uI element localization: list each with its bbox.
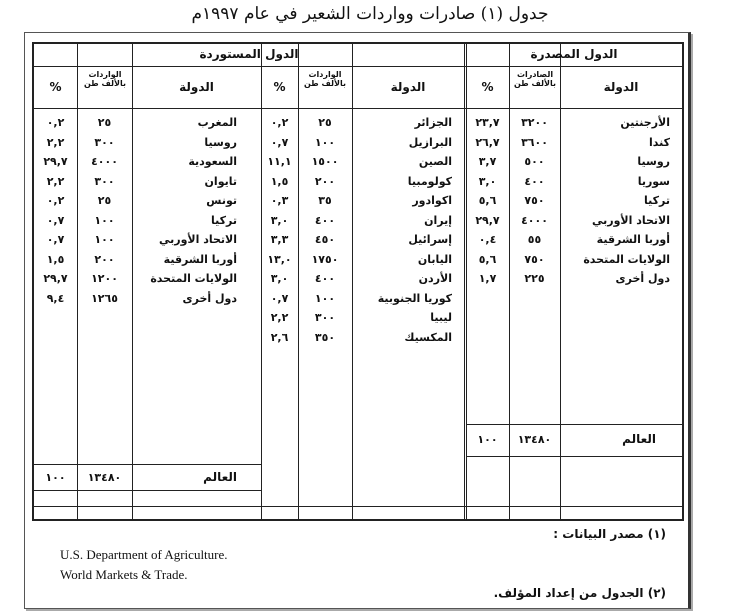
country-cell: البرازيل	[408, 135, 452, 149]
value-cell: ٢٠٠	[314, 174, 336, 188]
row-divider	[34, 108, 682, 109]
importers-world-label: العالم	[203, 470, 237, 484]
value-cell: ٤٠٠٠	[521, 213, 548, 227]
country-cell: كوريا الجنوبية	[377, 291, 452, 305]
exporters-heading: الدول المصدرة	[530, 47, 618, 61]
country-cell: إيران	[424, 213, 452, 227]
country-cell: الولايات المتحدة	[150, 272, 237, 285]
exports-header: الصادرات بالألف طن	[513, 70, 556, 88]
country-cell: تركيا	[644, 194, 670, 207]
row-divider	[34, 66, 682, 67]
value-cell: ٢٢٥	[524, 272, 545, 285]
value-cell: ٣٠٠	[94, 135, 115, 149]
country-cell: روسيا	[637, 155, 670, 168]
exporters-world-label: العالم	[622, 432, 656, 446]
value-cell: ٢٥	[97, 116, 112, 129]
value-cell: ٤٥٠	[314, 233, 336, 246]
pct-cell: ٣,٠	[270, 213, 289, 227]
country-cell: المكسيك	[404, 330, 452, 344]
pct-cell: ٣,٠	[270, 272, 289, 285]
table-caption: جدول (١) صادرات وواردات الشعير في عام ١٩٩٧م	[191, 4, 549, 24]
country-cell: الأردن	[418, 272, 452, 285]
country-cell: روسيا	[204, 135, 237, 149]
value-cell: ١٠٠	[314, 291, 336, 305]
importers-world-value: ١٣٤٨٠	[87, 471, 122, 484]
value-cell: ٤٠٠	[524, 174, 545, 188]
country-header: الدولة	[603, 80, 639, 94]
value-cell: ١٢٦٥	[91, 291, 118, 305]
value-cell: ٥٥	[527, 233, 542, 246]
row-divider	[34, 490, 262, 491]
pct-header: %	[481, 80, 494, 94]
pct-cell: ٠,٧	[46, 213, 65, 227]
row-divider	[466, 424, 682, 425]
pct-cell: ١,٧	[478, 272, 497, 285]
country-header: الدولة	[390, 80, 426, 94]
row-divider	[466, 456, 682, 457]
country-cell: أوربا الشرقية	[163, 252, 237, 266]
value-cell: ٢٠٠	[94, 252, 115, 266]
pct-cell: ٣,٣	[270, 233, 289, 246]
value-cell: ١٠٠	[314, 135, 336, 149]
pct-cell: ٠,٤	[478, 233, 497, 246]
value-cell: ٢٥	[318, 116, 332, 129]
value-cell: ٥٠٠	[524, 155, 545, 168]
pct-cell: ٠,٧	[46, 233, 65, 246]
pct-cell: ٥,٦	[478, 194, 497, 207]
pct-cell: ١,٥	[46, 252, 65, 266]
country-cell: أوربا الشرقية	[596, 233, 670, 246]
value-cell: ١٧٥٠	[311, 252, 339, 266]
value-cell: ١٥٠٠	[311, 155, 339, 168]
pct-cell: ٠,٧	[270, 291, 289, 305]
country-cell: دول أخرى	[615, 272, 670, 285]
value-cell: ١٠٠	[94, 233, 115, 246]
pct-cell: ٢,٢	[270, 311, 289, 324]
barley-trade-table	[32, 42, 684, 521]
pct-cell: ٠,٢	[46, 194, 65, 207]
pct-cell: ٢٦,٧	[475, 135, 500, 149]
country-cell: ليبيا	[430, 311, 452, 324]
pct-cell: ٣,٠	[478, 174, 497, 188]
country-cell: الجزائر	[414, 116, 452, 129]
importers-world-pct: ١٠٠	[45, 471, 66, 484]
importers-heading: الدول المستوردة	[199, 47, 299, 61]
pct-cell: ١٣,٠	[267, 252, 292, 266]
pct-cell: ٢,٦	[270, 330, 289, 344]
exporters-world-value: ١٣٤٨٠	[517, 433, 552, 446]
country-cell: سوريا	[637, 174, 670, 188]
country-cell: الولايات المتحدة	[583, 252, 670, 266]
pct-cell: ٠,٢	[46, 116, 65, 129]
pct-cell: ٢٩,٧	[43, 272, 68, 285]
country-cell: إسرائيل	[408, 233, 452, 246]
row-divider	[34, 464, 262, 465]
value-cell: ٣٠٠	[94, 174, 115, 188]
value-cell: ٤٠٠٠	[91, 155, 118, 168]
country-cell: المغرب	[197, 116, 237, 129]
value-cell: ٧٥٠	[524, 194, 545, 207]
country-cell: دول أخرى	[182, 291, 237, 305]
value-cell: ١٠٠	[94, 213, 115, 227]
source-label: (١) مصدر البيانات :	[553, 527, 666, 541]
source-line-1: U.S. Department of Agriculture.	[60, 547, 228, 562]
author-note: (٢) الجدول من إعداد المؤلف.	[493, 586, 666, 600]
country-cell: الاتحاد الأوربي	[591, 213, 670, 227]
pct-cell: ٣,٧	[478, 155, 497, 168]
country-cell: كندا	[648, 135, 670, 149]
pct-cell: ٥,٦	[478, 252, 497, 266]
imports-header: الواردات بالألف طن	[83, 70, 126, 88]
country-cell: الاتحاد الأوربي	[158, 233, 237, 246]
value-cell: ٣٥	[318, 194, 332, 207]
country-cell: السعودية	[188, 155, 237, 168]
pct-cell: ٢,٢	[46, 174, 65, 188]
row-divider	[34, 506, 682, 507]
country-cell: اليابان	[417, 252, 452, 266]
country-header: الدولة	[179, 80, 214, 94]
pct-cell: ٢٩,٧	[475, 213, 500, 227]
value-cell: ١٢٠٠	[91, 272, 118, 285]
country-cell: كولومبيا	[407, 174, 452, 188]
pct-cell: ٠,٢	[270, 116, 289, 129]
exporters-world-pct: ١٠٠	[477, 433, 498, 446]
value-cell: ٣٢٠٠	[521, 116, 548, 129]
pct-cell: ٢٣,٧	[475, 116, 500, 129]
country-cell: تايوان	[204, 174, 237, 188]
pct-cell: ٢٩,٧	[43, 155, 68, 168]
value-cell: ٧٥٠	[524, 252, 545, 266]
country-cell: الأرجنتين	[620, 116, 670, 129]
value-cell: ٤٠٠	[314, 272, 336, 285]
country-cell: اكوادور	[412, 194, 452, 207]
pct-cell: ٠,٧	[270, 135, 289, 149]
country-cell: تونس	[206, 194, 237, 207]
country-cell: الصين	[418, 155, 452, 168]
value-cell: ٣٦٠٠	[521, 135, 548, 149]
pct-cell: ٩,٤	[46, 291, 65, 305]
country-cell: تركيا	[211, 213, 237, 227]
source-line-2: World Markets & Trade.	[60, 567, 188, 582]
imports-header: الواردات بالألف طن	[303, 70, 346, 88]
value-cell: ٣٠٠	[314, 311, 336, 324]
value-cell: ٢٥	[97, 194, 112, 207]
pct-header: %	[49, 80, 62, 94]
pct-cell: ١١,١	[267, 155, 292, 168]
pct-cell: ٠,٣	[270, 194, 289, 207]
pct-cell: ٢,٢	[46, 135, 65, 149]
value-cell: ٣٥٠	[314, 330, 336, 344]
pct-cell: ١,٥	[270, 174, 289, 188]
value-cell: ٤٠٠	[314, 213, 336, 227]
pct-header: %	[273, 80, 286, 94]
